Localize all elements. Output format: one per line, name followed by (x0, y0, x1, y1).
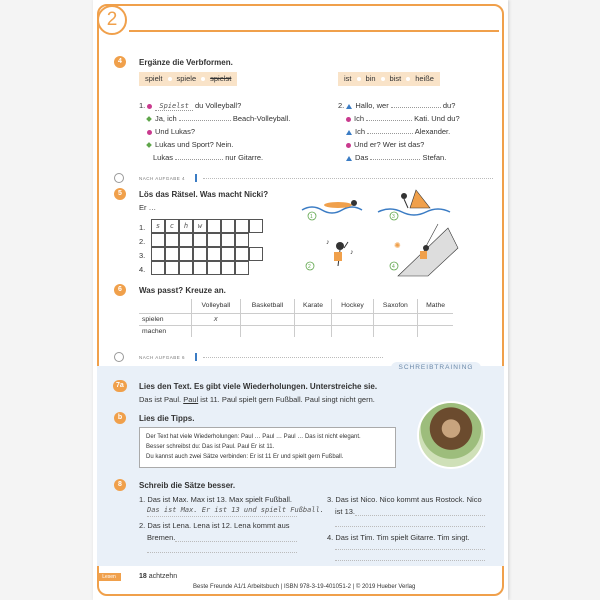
crossword-cell[interactable] (221, 261, 235, 275)
exercise-6-number: 6 (114, 284, 126, 296)
answer-line[interactable] (335, 526, 485, 527)
crossword-cell[interactable] (221, 219, 235, 233)
crossword-cell[interactable] (249, 247, 263, 261)
unit-number-badge: 2 (97, 5, 127, 35)
verb-box-1 (139, 72, 237, 86)
dialog-2-line-1: 2. Hallo, wer du? (338, 101, 456, 110)
verb-option: spielt (145, 74, 163, 83)
checkbox-cell[interactable] (373, 325, 418, 337)
crossword-cell[interactable]: h (179, 219, 193, 233)
row-label: 4. (139, 265, 146, 274)
exercise-4-number: 4 (114, 56, 126, 68)
answer-line[interactable] (147, 516, 297, 517)
boy-portrait-photo (417, 401, 485, 469)
crossword-cell[interactable] (165, 247, 179, 261)
crossword-cell[interactable] (193, 261, 207, 275)
exercise-8-number: 8 (114, 479, 126, 491)
exercise-5-number: 5 (114, 188, 126, 200)
checkbox-cell[interactable] (418, 313, 453, 325)
sentence-3-continued: ist 13. (335, 507, 356, 516)
verb-box-2 (338, 72, 440, 86)
row-label: 2. (139, 237, 146, 246)
crossword-cell[interactable] (221, 247, 235, 261)
exercise-7a-number: 7a (113, 380, 127, 392)
dialog-1-line-2: Ja, ich Beach-Volleyball. (147, 114, 290, 123)
sentence-4: 4. Das ist Tim. Tim spielt Gitarre. Tim singt. (327, 533, 470, 542)
handwritten-answer: Spielst (155, 102, 193, 111)
crossword-cell[interactable] (193, 233, 207, 247)
matching-table (139, 299, 453, 337)
picture-number: 3 (392, 214, 395, 220)
checkbox-cell[interactable] (294, 313, 332, 325)
checkbox-cell[interactable] (191, 325, 241, 337)
crossword-cell[interactable] (249, 219, 263, 233)
separator (203, 357, 383, 358)
singing-picture (306, 239, 354, 270)
tip-line: Der Text hat viele Wiederholungen: Paul … Paul … Paul … Das ist nicht elegant. (146, 434, 361, 440)
exercise-7b-number: b (114, 412, 126, 424)
reference-icon (114, 173, 124, 183)
exercise-4-title: Ergänze die Verbformen. (139, 58, 233, 67)
picture-number: 2 (308, 264, 311, 270)
reference-label: NACH AUFGABE 6 (139, 355, 186, 360)
tips-box (139, 427, 396, 468)
underlined-word: Paul (183, 395, 199, 404)
answer-line[interactable] (355, 515, 485, 516)
sentence-1: 1. Das ist Max. Max ist 13. Max spielt Fußball. (139, 495, 292, 504)
page-number: 18 achtzehn (139, 573, 178, 580)
reference-label: NACH AUFGABE 4 (139, 176, 186, 181)
verb-option: bist (389, 74, 402, 83)
column-header: Karate (294, 299, 332, 313)
checkbox-cell[interactable] (373, 313, 418, 325)
crossword-cell[interactable] (221, 233, 235, 247)
footer-section-tag: Lesen (97, 573, 121, 581)
column-header: Basketball (241, 299, 294, 313)
reference-icon (114, 352, 124, 362)
picture-number: 4 (392, 264, 395, 270)
dialog-1-line-1: 1. Spielst du Volleyball? (139, 101, 242, 110)
windsurfing-picture (378, 190, 450, 220)
crossword-cell[interactable]: c (165, 219, 179, 233)
sentence-2: 2. Das ist Lena. Lena ist 12. Lena kommt aus (139, 521, 290, 530)
verb-option: ist (344, 74, 352, 83)
crossword-cell[interactable] (207, 247, 221, 261)
exercise-7b-title: Lies die Tipps. (139, 414, 195, 423)
verb-option: bin (365, 74, 376, 83)
workbook-page (93, 0, 508, 600)
dialog-2-line-4: Und er? Wer ist das? (346, 140, 424, 149)
crossword-cell[interactable] (179, 247, 193, 261)
crossword-cell[interactable] (207, 233, 221, 247)
exercise-8-title: Schreib die Sätze besser. (139, 481, 236, 490)
checkbox-cell[interactable] (294, 325, 332, 337)
verb-option: heiße (415, 74, 434, 83)
column-header: Saxofon (373, 299, 418, 313)
climbing-picture (390, 224, 458, 276)
crossword-cell[interactable] (179, 261, 193, 275)
verb-option: spiele (176, 74, 197, 83)
tip-line: Besser schreibst du: Das ist Paul. Paul Er ist 11. (146, 444, 275, 450)
checkbox-cell[interactable] (241, 325, 294, 337)
writing-training-tag: SCHREIBTRAINING (391, 362, 481, 374)
crossword-cell[interactable] (207, 261, 221, 275)
exercise-7a-title: Lies den Text. Es gibt viele Wiederholungen. Unterstreiche sie. (139, 382, 378, 391)
dialog-2-line-5: Das Stefan. (346, 153, 446, 162)
svg-text:♪: ♪ (326, 239, 330, 246)
row-label: 1. (139, 223, 146, 232)
svg-text:✺: ✺ (394, 241, 401, 250)
footer-copyright: Beste Freunde A1/1 Arbeitsbuch | ISBN 978-3-19-401051-2 | © 2019 Hueber Verlag (193, 584, 416, 590)
crossword-cell[interactable] (235, 247, 249, 261)
handwritten-answer-1: Das ist Max. Er ist 13 und spielt Fußball. (147, 506, 325, 514)
answer-line[interactable] (147, 552, 297, 553)
crossword-cell[interactable] (179, 233, 193, 247)
swimming-picture (302, 200, 362, 220)
separator (203, 178, 493, 179)
crossword-cell[interactable]: w (193, 219, 207, 233)
sentence-2-continued: Bremen. (147, 533, 176, 542)
row-header: machen (139, 325, 191, 337)
picture-number: 1 (310, 214, 313, 220)
dialog-1-line-4: Lukas und Sport? Nein. (147, 140, 233, 149)
exercise-5-title: Lös das Rätsel. Was macht Nicki? (139, 190, 269, 199)
reference-marker (195, 174, 197, 182)
crossword-cell[interactable] (235, 261, 249, 275)
reference-marker (195, 353, 197, 361)
crossword-cell[interactable] (235, 219, 249, 233)
dialog-2-line-3: Ich Alexander. (346, 127, 450, 136)
crossword-cell[interactable] (151, 233, 165, 247)
crossword-cell[interactable] (165, 233, 179, 247)
crossword-cell[interactable] (235, 233, 249, 247)
column-header: Volleyball (191, 299, 241, 313)
crossword-cell[interactable] (207, 219, 221, 233)
dialog-2-line-2: Ich Kati. Und du? (346, 114, 460, 123)
crossword-cell[interactable] (151, 261, 165, 275)
exercise-5-prompt: Er … (139, 203, 157, 212)
exercise-7a-text: Das ist Paul. Paul ist 11. Paul spielt gern Fußball. Paul singt nicht gern. (139, 395, 375, 404)
tip-line: Du kannst auch zwei Sätze verbinden: Er ist 11 Er und spielt gern Fußball. (146, 454, 344, 460)
verb-option-crossed: spielst (210, 74, 232, 83)
svg-text:♪: ♪ (350, 249, 354, 256)
header-rule (129, 30, 499, 32)
checkbox-cell[interactable]: x (191, 313, 241, 325)
dialog-1-line-5: Lukas nur Gitarre. (153, 153, 264, 162)
crossword-cell[interactable] (151, 247, 165, 261)
answer-line[interactable] (175, 541, 297, 542)
crossword-cell[interactable] (165, 261, 179, 275)
checkbox-cell[interactable] (241, 313, 294, 325)
answer-line[interactable] (335, 549, 485, 550)
activity-illustrations (298, 188, 468, 278)
checkbox-cell[interactable] (332, 325, 373, 337)
checkbox-cell[interactable] (418, 325, 453, 337)
row-header: spielen (139, 313, 191, 325)
crossword-cell[interactable]: s (151, 219, 165, 233)
column-header: Mathe (418, 299, 453, 313)
sentence-3: 3. Das ist Nico. Nico kommt aus Rostock. Nico (327, 495, 482, 504)
checkbox-cell[interactable] (332, 313, 373, 325)
column-header: Hockey (332, 299, 373, 313)
crossword-cell[interactable] (193, 247, 207, 261)
dialog-1-line-3: Und Lukas? (147, 127, 195, 136)
answer-line[interactable] (335, 560, 485, 561)
row-label: 3. (139, 251, 146, 260)
exercise-6-title: Was passt? Kreuze an. (139, 286, 226, 295)
